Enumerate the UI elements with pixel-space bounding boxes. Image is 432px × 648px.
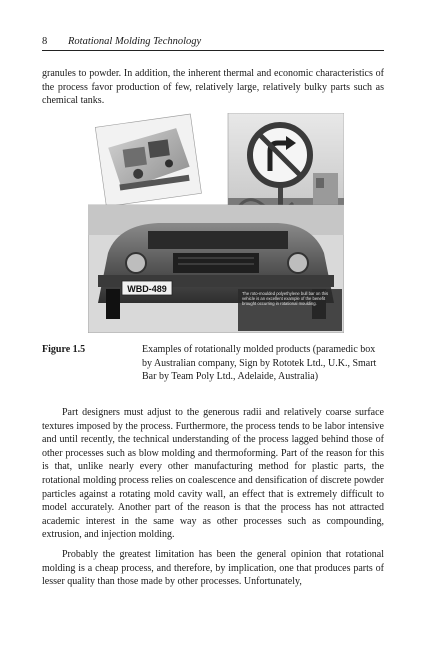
figure-photo-collage bbox=[88, 113, 344, 333]
paragraph-design-limitations: Part designers must adjust to the generous radii and relatively coarse surface textures imposed by the process. Furthermore, the process tends to be labor intensive and until recently, the technical understanding of the process lagged behind those of other processes such as blow molding and thermoforming. Part of the reason for this is that, unlike nearly every other manufacturing method for plastic parts, the rotational molding process relies on coalescence and densification of discrete powder particles against a rotating mold cavity wall, an effect that is extremely difficult to model accurately. Another part of the reason is that the process has not attracted academic interest in the same way as other processes such as compounding, extrusion, and injection molding. bbox=[42, 407, 384, 541]
figure-label: Figure 1.5 bbox=[42, 344, 86, 355]
running-header bbox=[42, 35, 384, 51]
figure-caption-text: Examples of rotationally molded products (paramedic box by Australian company, Sign by Rototek Ltd., U.K., Smart Bar by Team Poly Ltd., Adelaide, Australia) bbox=[142, 344, 377, 383]
vehicle-bull-bar-photo bbox=[88, 205, 344, 333]
figure-caption bbox=[42, 343, 384, 384]
page-number: 8 bbox=[42, 36, 48, 47]
paramedic-box-photo bbox=[95, 114, 201, 207]
photo-collage-image bbox=[88, 113, 344, 333]
paragraph-continuation: granules to powder. In addition, the inherent thermal and economic characteristics of the process favor production of few, relatively large, relatively bulky parts such as chemical tanks. bbox=[42, 68, 384, 107]
paragraph-greatest-limitation: Probably the greatest limitation has been the general opinion that rotational molding is a cheap process, and therefore, by implication, one that produces parts of lesser quality than those made by other processes. Unfortunately, bbox=[42, 549, 384, 588]
license-plate-text: WBD-489 bbox=[127, 284, 167, 294]
running-title: Rotational Molding Technology bbox=[68, 36, 202, 47]
photo-overlay-caption: The roto-moulded polyethylene bull bar on this vehicle is an excellent example of the benefit brought occurring in rotational moulding. bbox=[242, 291, 329, 307]
